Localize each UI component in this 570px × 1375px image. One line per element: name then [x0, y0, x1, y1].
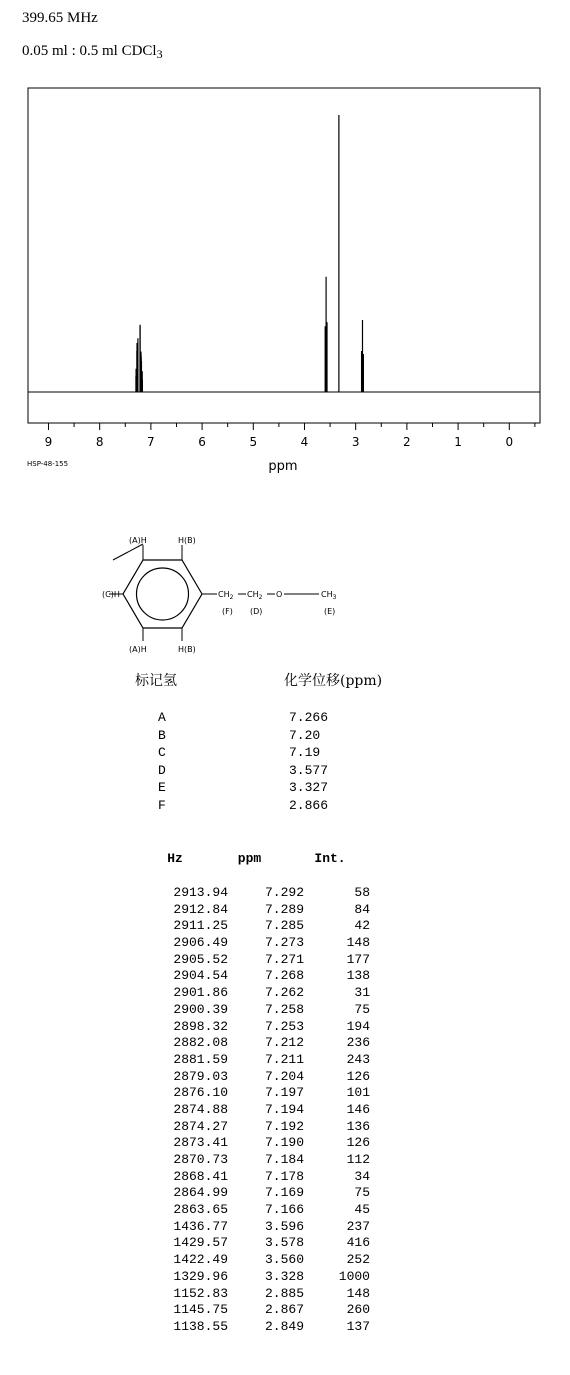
- cell-hz: 2911.25: [173, 918, 228, 934]
- peak-lines: [136, 115, 363, 392]
- cell-hz: 2868.41: [173, 1168, 228, 1184]
- x-tick-label: 7: [147, 435, 155, 449]
- table-row: [148, 1319, 370, 1336]
- x-tick-label: 6: [198, 435, 206, 449]
- cell-ppm: 7.204: [264, 1068, 304, 1084]
- cell-int: 84: [354, 901, 370, 917]
- plot-frame: [28, 88, 540, 423]
- cell-ppm: 7.197: [264, 1085, 304, 1101]
- cell-hz: 2876.10: [173, 1085, 228, 1101]
- label-c: (C)H: [102, 590, 120, 599]
- cell-hz: 2900.39: [173, 1001, 228, 1017]
- assignment-label: E: [158, 780, 166, 795]
- cell-hz: 2881.59: [173, 1051, 228, 1067]
- cell-ppm: 7.289: [264, 901, 304, 917]
- cell-hz: 2879.03: [173, 1068, 228, 1084]
- cell-ppm: 2.885: [264, 1285, 304, 1301]
- cell-int: 177: [346, 951, 370, 967]
- cell-hz: 2882.08: [173, 1035, 228, 1051]
- cell-ppm: 7.268: [264, 968, 304, 984]
- aromatic-circle: [137, 568, 189, 620]
- table-row: [148, 1202, 370, 1219]
- assignment-label: D: [158, 762, 166, 778]
- cell-ppm: 7.194: [264, 1101, 304, 1117]
- assignment-row: [158, 779, 328, 797]
- cell-hz: 1145.75: [173, 1302, 228, 1318]
- table-row: [148, 918, 370, 935]
- table-row: [148, 1019, 370, 1036]
- assignment-row: [158, 727, 328, 745]
- peak-table: [148, 851, 370, 1336]
- assignment-shift: 3.327: [289, 780, 329, 795]
- assignment-shift: 7.19: [289, 745, 321, 760]
- cell-ppm: 3.560: [264, 1252, 304, 1268]
- header-ppm: ppm: [237, 851, 262, 866]
- label-a-bot: (A)H: [129, 645, 147, 654]
- cell-int: 252: [346, 1252, 370, 1268]
- cell-int: 416: [346, 1235, 370, 1251]
- cell-hz: 2874.88: [173, 1101, 228, 1117]
- cell-int: 42: [354, 918, 370, 934]
- cell-hz: 1436.77: [173, 1218, 228, 1234]
- table-row: [148, 1052, 370, 1069]
- x-tick-label: 1: [454, 435, 462, 449]
- nmr-spectrum-chart: [0, 80, 570, 475]
- solvent-subscript: 3: [156, 47, 163, 61]
- cell-int: 194: [346, 1018, 370, 1034]
- cell-int: 126: [346, 1135, 370, 1151]
- assignment-row: [158, 709, 328, 727]
- cell-hz: 2906.49: [173, 935, 228, 951]
- cell-hz: 1138.55: [173, 1318, 228, 1334]
- chain-ch2-2: $CH_2$: [247, 590, 263, 601]
- cell-int: 138: [346, 968, 370, 984]
- label-b-top: H(B): [178, 536, 196, 545]
- bond-a-top: [113, 544, 143, 560]
- x-tick-label: 0: [505, 435, 514, 449]
- cell-int: 101: [346, 1085, 370, 1101]
- table-row: [148, 968, 370, 985]
- cell-int: 75: [354, 1001, 370, 1017]
- spectrum-code: HSP-48-155: [27, 460, 69, 468]
- table-row: [148, 1286, 370, 1303]
- table-row: [148, 1169, 370, 1186]
- cell-int: 243: [346, 1051, 370, 1067]
- cell-int: 148: [346, 1285, 370, 1301]
- cell-int: 126: [346, 1068, 370, 1084]
- cell-hz: 1329.96: [173, 1268, 228, 1284]
- cell-int: 237: [346, 1218, 370, 1234]
- label-e: (E): [324, 607, 336, 616]
- assignment-label: C: [158, 745, 166, 760]
- assignment-shift: 7.20: [289, 727, 321, 743]
- table-row: [148, 1035, 370, 1052]
- assignment-row: [158, 797, 328, 815]
- table-row: [148, 902, 370, 919]
- label-b-bot: H(B): [178, 645, 196, 654]
- assignment-row: [158, 762, 328, 780]
- cell-int: 148: [346, 935, 370, 951]
- assignment-row: [158, 744, 328, 762]
- label-a-top: (A)H: [129, 536, 147, 545]
- x-tick-label: 9: [44, 435, 53, 449]
- header-int: Int.: [314, 851, 346, 866]
- assignment-col-shift: 化学位移(ppm): [284, 673, 383, 689]
- cell-ppm: 3.328: [264, 1268, 304, 1284]
- cell-hz: 1422.49: [173, 1252, 228, 1268]
- cell-ppm: 7.212: [264, 1035, 304, 1051]
- cell-int: 31: [354, 985, 370, 1001]
- cell-ppm: 7.211: [264, 1051, 304, 1067]
- solvent-ratio: [22, 43, 163, 60]
- x-axis-label: ppm: [268, 459, 298, 474]
- cell-ppm: 3.578: [264, 1235, 304, 1251]
- cell-ppm: 7.258: [264, 1001, 304, 1017]
- header-hz: Hz: [167, 851, 183, 866]
- x-tick-label: 4: [300, 435, 309, 449]
- assignment-table: [158, 709, 328, 814]
- cell-int: 146: [346, 1101, 370, 1117]
- cell-int: 34: [354, 1168, 370, 1184]
- cell-hz: 2905.52: [173, 951, 228, 967]
- table-row: [148, 985, 370, 1002]
- cell-int: 1000: [338, 1268, 370, 1284]
- table-row: [148, 1102, 370, 1119]
- table-row: [148, 1302, 370, 1319]
- cell-ppm: 7.285: [264, 918, 304, 934]
- assignment-shift: 2.866: [289, 797, 329, 813]
- cell-hz: 1429.57: [173, 1235, 228, 1251]
- label-d: (D): [250, 607, 263, 616]
- molecule-structure: [102, 527, 395, 657]
- cell-hz: 2913.94: [173, 885, 228, 900]
- cell-ppm: 7.253: [264, 1018, 304, 1034]
- cell-ppm: 7.262: [264, 985, 304, 1001]
- assignment-shift: 3.577: [289, 762, 329, 778]
- x-tick-label: 5: [249, 435, 258, 449]
- cell-hz: 2901.86: [173, 985, 228, 1001]
- peak-table-header: [148, 851, 370, 871]
- x-tick-label: 8: [95, 435, 104, 449]
- peak-table-body: [148, 885, 370, 1336]
- x-tick-label: 2: [403, 435, 411, 449]
- cell-ppm: 7.292: [264, 885, 304, 900]
- table-row: [148, 1002, 370, 1019]
- table-row: [148, 935, 370, 952]
- cell-ppm: 2.849: [264, 1318, 304, 1334]
- table-row: [148, 1119, 370, 1136]
- table-row: [148, 1219, 370, 1236]
- assignment-label: B: [158, 727, 166, 743]
- cell-hz: 2912.84: [173, 901, 228, 917]
- chain-ch3: $CH_3$: [321, 590, 337, 601]
- cell-ppm: 7.169: [264, 1185, 304, 1201]
- cell-ppm: 7.192: [264, 1118, 304, 1134]
- table-row: [148, 1085, 370, 1102]
- table-row: [148, 1252, 370, 1269]
- table-row: [148, 1185, 370, 1202]
- label-f: (F): [222, 607, 233, 616]
- spectrometer-frequency: 399.65 MHz: [22, 10, 98, 26]
- cell-int: 236: [346, 1035, 370, 1051]
- cell-int: 137: [346, 1318, 370, 1334]
- table-row: [148, 1235, 370, 1252]
- table-row: [148, 952, 370, 969]
- cell-int: 112: [346, 1152, 370, 1167]
- cell-hz: 2870.73: [173, 1152, 228, 1167]
- cell-hz: 2873.41: [173, 1135, 228, 1151]
- table-row: [148, 885, 370, 902]
- cell-int: 136: [346, 1118, 370, 1134]
- x-axis-ticks: [45, 423, 535, 449]
- assignment-label: A: [158, 710, 166, 725]
- assignment-label: F: [158, 797, 166, 813]
- cell-hz: 1152.83: [173, 1285, 228, 1301]
- cell-ppm: 7.273: [264, 935, 304, 951]
- assignment-col-label: 标记氢: [135, 673, 177, 689]
- table-row: [148, 1135, 370, 1152]
- assignment-shift: 7.266: [289, 710, 329, 725]
- cell-ppm: 7.271: [264, 951, 304, 967]
- cell-hz: 2864.99: [173, 1185, 228, 1201]
- benzene-ring: [123, 560, 202, 628]
- cell-int: 75: [354, 1185, 370, 1201]
- chain-ch2-1: $CH_2$: [218, 590, 234, 601]
- cell-int: 260: [346, 1302, 370, 1318]
- cell-hz: 2898.32: [173, 1018, 228, 1034]
- cell-ppm: 3.596: [264, 1218, 304, 1234]
- cell-ppm: 7.178: [264, 1168, 304, 1184]
- cell-hz: 2874.27: [173, 1118, 228, 1134]
- chain-oxygen: O: [276, 590, 283, 599]
- cell-int: 45: [354, 1202, 370, 1218]
- table-row: [148, 1069, 370, 1086]
- cell-hz: 2904.54: [173, 968, 228, 984]
- x-tick-label: 3: [351, 435, 360, 449]
- table-row: [148, 1269, 370, 1286]
- cell-int: 58: [354, 885, 370, 900]
- cell-ppm: 2.867: [264, 1302, 304, 1318]
- cell-hz: 2863.65: [173, 1202, 228, 1218]
- cell-ppm: 7.166: [264, 1202, 304, 1218]
- cell-ppm: 7.184: [264, 1152, 304, 1167]
- table-row: [148, 1152, 370, 1169]
- solvent-text: 0.05 ml : 0.5 ml CDCl: [22, 43, 157, 59]
- cell-ppm: 7.190: [264, 1135, 304, 1151]
